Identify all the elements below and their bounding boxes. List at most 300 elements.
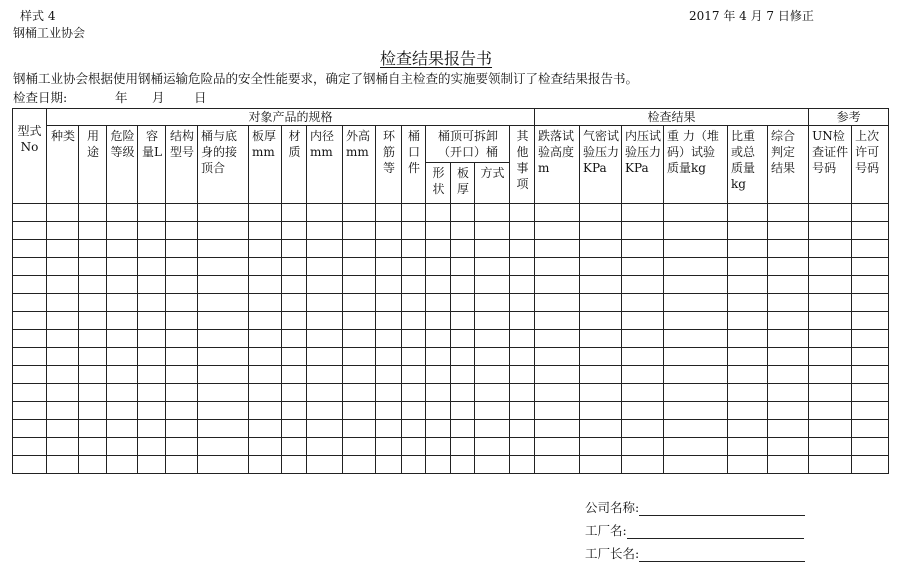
table-cell[interactable] [768, 420, 809, 438]
table-cell[interactable] [343, 366, 376, 384]
table-cell[interactable] [138, 384, 166, 402]
table-cell[interactable] [664, 330, 728, 348]
table-cell[interactable] [198, 366, 249, 384]
table-cell[interactable] [13, 330, 47, 348]
table-cell[interactable] [282, 294, 307, 312]
table-cell[interactable] [13, 258, 47, 276]
table-cell[interactable] [809, 258, 852, 276]
table-cell[interactable] [728, 276, 768, 294]
table-cell[interactable] [343, 384, 376, 402]
table-cell[interactable] [307, 420, 343, 438]
table-cell[interactable] [402, 456, 426, 474]
table-cell[interactable] [343, 222, 376, 240]
table-cell[interactable] [768, 456, 809, 474]
table-cell[interactable] [79, 456, 107, 474]
table-cell[interactable] [622, 222, 664, 240]
table-cell[interactable] [580, 222, 622, 240]
table-cell[interactable] [852, 348, 889, 366]
table-cell[interactable] [47, 420, 79, 438]
table-cell[interactable] [809, 204, 852, 222]
table-cell[interactable] [13, 456, 47, 474]
table-cell[interactable] [809, 276, 852, 294]
table-cell[interactable] [166, 294, 198, 312]
table-cell[interactable] [510, 312, 535, 330]
table-cell[interactable] [138, 276, 166, 294]
table-cell[interactable] [728, 204, 768, 222]
table-cell[interactable] [535, 438, 580, 456]
table-cell[interactable] [664, 366, 728, 384]
table-cell[interactable] [13, 420, 47, 438]
table-cell[interactable] [768, 348, 809, 366]
table-cell[interactable] [728, 438, 768, 456]
table-cell[interactable] [343, 330, 376, 348]
table-cell[interactable] [343, 240, 376, 258]
table-cell[interactable] [535, 222, 580, 240]
table-cell[interactable] [13, 312, 47, 330]
table-cell[interactable] [426, 312, 451, 330]
table-cell[interactable] [622, 240, 664, 258]
table-cell[interactable] [198, 438, 249, 456]
table-cell[interactable] [475, 312, 510, 330]
table-cell[interactable] [580, 420, 622, 438]
table-cell[interactable] [580, 366, 622, 384]
table-cell[interactable] [249, 222, 282, 240]
table-cell[interactable] [198, 276, 249, 294]
table-cell[interactable] [402, 204, 426, 222]
table-cell[interactable] [47, 438, 79, 456]
table-cell[interactable] [852, 204, 889, 222]
table-cell[interactable] [510, 348, 535, 366]
table-cell[interactable] [138, 240, 166, 258]
table-cell[interactable] [426, 420, 451, 438]
table-cell[interactable] [402, 384, 426, 402]
table-cell[interactable] [768, 402, 809, 420]
table-cell[interactable] [768, 312, 809, 330]
table-cell[interactable] [852, 456, 889, 474]
table-cell[interactable] [535, 276, 580, 294]
table-cell[interactable] [475, 402, 510, 420]
table-cell[interactable] [728, 294, 768, 312]
table-cell[interactable] [376, 438, 402, 456]
table-cell[interactable] [376, 240, 402, 258]
table-cell[interactable] [402, 402, 426, 420]
table-cell[interactable] [451, 330, 475, 348]
table-cell[interactable] [728, 258, 768, 276]
table-cell[interactable] [426, 294, 451, 312]
table-cell[interactable] [376, 276, 402, 294]
table-cell[interactable] [307, 438, 343, 456]
table-cell[interactable] [809, 330, 852, 348]
table-cell[interactable] [376, 222, 402, 240]
table-cell[interactable] [47, 222, 79, 240]
table-cell[interactable] [852, 294, 889, 312]
table-cell[interactable] [47, 204, 79, 222]
table-cell[interactable] [451, 312, 475, 330]
table-cell[interactable] [852, 258, 889, 276]
table-cell[interactable] [138, 456, 166, 474]
table-cell[interactable] [343, 204, 376, 222]
table-cell[interactable] [535, 348, 580, 366]
table-cell[interactable] [13, 222, 47, 240]
table-cell[interactable] [47, 240, 79, 258]
table-cell[interactable] [664, 312, 728, 330]
table-cell[interactable] [664, 276, 728, 294]
table-cell[interactable] [768, 204, 809, 222]
table-cell[interactable] [376, 312, 402, 330]
table-cell[interactable] [664, 258, 728, 276]
table-cell[interactable] [13, 204, 47, 222]
manager-line[interactable] [639, 547, 805, 562]
table-cell[interactable] [166, 438, 198, 456]
table-cell[interactable] [451, 438, 475, 456]
table-cell[interactable] [166, 240, 198, 258]
table-cell[interactable] [451, 384, 475, 402]
table-cell[interactable] [535, 456, 580, 474]
table-cell[interactable] [580, 384, 622, 402]
table-cell[interactable] [535, 294, 580, 312]
table-cell[interactable] [282, 258, 307, 276]
table-cell[interactable] [376, 456, 402, 474]
table-cell[interactable] [402, 366, 426, 384]
table-cell[interactable] [852, 420, 889, 438]
table-cell[interactable] [852, 312, 889, 330]
table-cell[interactable] [107, 312, 138, 330]
table-cell[interactable] [510, 384, 535, 402]
table-cell[interactable] [107, 438, 138, 456]
table-cell[interactable] [475, 276, 510, 294]
table-cell[interactable] [307, 222, 343, 240]
table-cell[interactable] [510, 294, 535, 312]
table-cell[interactable] [402, 438, 426, 456]
table-cell[interactable] [728, 384, 768, 402]
table-cell[interactable] [426, 222, 451, 240]
table-cell[interactable] [307, 456, 343, 474]
table-cell[interactable] [307, 240, 343, 258]
table-cell[interactable] [107, 384, 138, 402]
table-cell[interactable] [249, 258, 282, 276]
table-cell[interactable] [402, 348, 426, 366]
table-cell[interactable] [535, 330, 580, 348]
table-cell[interactable] [198, 204, 249, 222]
table-cell[interactable] [249, 420, 282, 438]
table-cell[interactable] [475, 258, 510, 276]
table-cell[interactable] [510, 420, 535, 438]
table-cell[interactable] [475, 420, 510, 438]
table-cell[interactable] [13, 402, 47, 420]
table-cell[interactable] [376, 258, 402, 276]
table-cell[interactable] [451, 348, 475, 366]
table-cell[interactable] [426, 204, 451, 222]
table-cell[interactable] [426, 330, 451, 348]
table-cell[interactable] [451, 258, 475, 276]
table-cell[interactable] [343, 456, 376, 474]
table-cell[interactable] [249, 330, 282, 348]
table-cell[interactable] [580, 276, 622, 294]
table-cell[interactable] [580, 258, 622, 276]
table-cell[interactable] [166, 366, 198, 384]
table-cell[interactable] [580, 204, 622, 222]
table-cell[interactable] [451, 204, 475, 222]
table-cell[interactable] [47, 366, 79, 384]
table-cell[interactable] [282, 222, 307, 240]
table-cell[interactable] [198, 402, 249, 420]
table-cell[interactable] [343, 258, 376, 276]
table-cell[interactable] [852, 222, 889, 240]
table-cell[interactable] [728, 366, 768, 384]
table-cell[interactable] [475, 294, 510, 312]
table-cell[interactable] [852, 366, 889, 384]
table-cell[interactable] [622, 258, 664, 276]
table-cell[interactable] [728, 402, 768, 420]
table-cell[interactable] [249, 366, 282, 384]
table-cell[interactable] [138, 330, 166, 348]
table-cell[interactable] [809, 312, 852, 330]
table-cell[interactable] [580, 456, 622, 474]
table-cell[interactable] [852, 330, 889, 348]
table-cell[interactable] [852, 240, 889, 258]
table-cell[interactable] [475, 240, 510, 258]
table-cell[interactable] [402, 330, 426, 348]
table-cell[interactable] [622, 294, 664, 312]
table-cell[interactable] [138, 222, 166, 240]
table-cell[interactable] [451, 456, 475, 474]
table-cell[interactable] [198, 258, 249, 276]
table-cell[interactable] [809, 294, 852, 312]
table-cell[interactable] [47, 330, 79, 348]
table-cell[interactable] [138, 402, 166, 420]
table-cell[interactable] [475, 438, 510, 456]
table-cell[interactable] [307, 348, 343, 366]
table-cell[interactable] [282, 240, 307, 258]
table-cell[interactable] [475, 384, 510, 402]
table-cell[interactable] [451, 366, 475, 384]
table-cell[interactable] [768, 258, 809, 276]
table-cell[interactable] [426, 348, 451, 366]
table-cell[interactable] [166, 276, 198, 294]
table-cell[interactable] [107, 294, 138, 312]
table-cell[interactable] [282, 384, 307, 402]
table-cell[interactable] [249, 312, 282, 330]
table-cell[interactable] [166, 258, 198, 276]
table-cell[interactable] [622, 438, 664, 456]
table-cell[interactable] [307, 294, 343, 312]
table-cell[interactable] [47, 348, 79, 366]
table-cell[interactable] [510, 330, 535, 348]
table-cell[interactable] [47, 276, 79, 294]
table-cell[interactable] [166, 204, 198, 222]
table-cell[interactable] [768, 384, 809, 402]
table-cell[interactable] [580, 330, 622, 348]
table-cell[interactable] [198, 348, 249, 366]
table-cell[interactable] [343, 438, 376, 456]
table-cell[interactable] [852, 402, 889, 420]
table-cell[interactable] [376, 330, 402, 348]
table-cell[interactable] [282, 330, 307, 348]
table-cell[interactable] [622, 366, 664, 384]
table-cell[interactable] [451, 402, 475, 420]
table-cell[interactable] [580, 438, 622, 456]
table-cell[interactable] [282, 312, 307, 330]
table-cell[interactable] [768, 222, 809, 240]
table-cell[interactable] [249, 402, 282, 420]
table-cell[interactable] [535, 240, 580, 258]
table-cell[interactable] [809, 420, 852, 438]
table-cell[interactable] [510, 438, 535, 456]
table-cell[interactable] [622, 330, 664, 348]
table-cell[interactable] [852, 384, 889, 402]
table-cell[interactable] [166, 420, 198, 438]
table-cell[interactable] [475, 366, 510, 384]
table-cell[interactable] [47, 312, 79, 330]
table-cell[interactable] [768, 330, 809, 348]
table-cell[interactable] [535, 312, 580, 330]
table-cell[interactable] [198, 222, 249, 240]
table-cell[interactable] [107, 222, 138, 240]
table-cell[interactable] [166, 330, 198, 348]
table-cell[interactable] [343, 276, 376, 294]
table-cell[interactable] [79, 402, 107, 420]
table-cell[interactable] [198, 312, 249, 330]
table-cell[interactable] [809, 402, 852, 420]
table-cell[interactable] [426, 402, 451, 420]
table-cell[interactable] [343, 294, 376, 312]
table-cell[interactable] [138, 438, 166, 456]
table-cell[interactable] [13, 348, 47, 366]
table-cell[interactable] [249, 276, 282, 294]
table-cell[interactable] [580, 312, 622, 330]
table-cell[interactable] [107, 330, 138, 348]
table-cell[interactable] [728, 420, 768, 438]
table-cell[interactable] [426, 258, 451, 276]
table-cell[interactable] [664, 438, 728, 456]
table-cell[interactable] [166, 384, 198, 402]
table-cell[interactable] [622, 384, 664, 402]
table-cell[interactable] [47, 456, 79, 474]
table-cell[interactable] [622, 276, 664, 294]
table-cell[interactable] [343, 420, 376, 438]
table-cell[interactable] [307, 276, 343, 294]
table-cell[interactable] [166, 312, 198, 330]
table-cell[interactable] [426, 456, 451, 474]
table-cell[interactable] [79, 276, 107, 294]
table-cell[interactable] [343, 348, 376, 366]
table-cell[interactable] [475, 348, 510, 366]
table-cell[interactable] [307, 258, 343, 276]
table-cell[interactable] [510, 222, 535, 240]
table-cell[interactable] [580, 240, 622, 258]
table-cell[interactable] [664, 222, 728, 240]
table-cell[interactable] [79, 420, 107, 438]
table-cell[interactable] [510, 276, 535, 294]
table-cell[interactable] [510, 240, 535, 258]
table-cell[interactable] [107, 258, 138, 276]
table-cell[interactable] [282, 204, 307, 222]
table-cell[interactable] [510, 366, 535, 384]
table-cell[interactable] [510, 402, 535, 420]
table-cell[interactable] [198, 294, 249, 312]
table-cell[interactable] [535, 258, 580, 276]
table-cell[interactable] [535, 420, 580, 438]
table-cell[interactable] [343, 402, 376, 420]
table-cell[interactable] [13, 276, 47, 294]
table-cell[interactable] [664, 456, 728, 474]
table-cell[interactable] [47, 294, 79, 312]
table-cell[interactable] [402, 258, 426, 276]
company-line[interactable] [639, 501, 805, 516]
table-cell[interactable] [768, 240, 809, 258]
table-cell[interactable] [664, 402, 728, 420]
table-cell[interactable] [13, 294, 47, 312]
table-cell[interactable] [107, 420, 138, 438]
table-cell[interactable] [809, 366, 852, 384]
table-cell[interactable] [198, 330, 249, 348]
table-cell[interactable] [138, 204, 166, 222]
table-cell[interactable] [622, 402, 664, 420]
table-cell[interactable] [580, 402, 622, 420]
table-cell[interactable] [107, 240, 138, 258]
table-cell[interactable] [809, 384, 852, 402]
table-cell[interactable] [282, 348, 307, 366]
table-cell[interactable] [198, 384, 249, 402]
table-cell[interactable] [664, 294, 728, 312]
table-cell[interactable] [79, 258, 107, 276]
table-cell[interactable] [307, 312, 343, 330]
table-cell[interactable] [809, 438, 852, 456]
table-cell[interactable] [79, 366, 107, 384]
table-cell[interactable] [475, 330, 510, 348]
table-cell[interactable] [402, 294, 426, 312]
table-cell[interactable] [47, 402, 79, 420]
table-cell[interactable] [809, 348, 852, 366]
table-cell[interactable] [282, 276, 307, 294]
table-cell[interactable] [768, 294, 809, 312]
table-cell[interactable] [402, 222, 426, 240]
table-cell[interactable] [307, 330, 343, 348]
table-cell[interactable] [768, 438, 809, 456]
table-cell[interactable] [249, 456, 282, 474]
table-cell[interactable] [376, 402, 402, 420]
table-cell[interactable] [13, 438, 47, 456]
table-cell[interactable] [475, 204, 510, 222]
table-cell[interactable] [282, 420, 307, 438]
table-cell[interactable] [107, 276, 138, 294]
table-cell[interactable] [166, 222, 198, 240]
table-cell[interactable] [282, 438, 307, 456]
table-cell[interactable] [426, 276, 451, 294]
table-cell[interactable] [402, 420, 426, 438]
table-cell[interactable] [282, 402, 307, 420]
table-cell[interactable] [79, 438, 107, 456]
table-cell[interactable] [138, 366, 166, 384]
table-cell[interactable] [768, 276, 809, 294]
table-cell[interactable] [107, 348, 138, 366]
table-cell[interactable] [451, 294, 475, 312]
table-cell[interactable] [426, 384, 451, 402]
table-cell[interactable] [249, 240, 282, 258]
table-cell[interactable] [402, 312, 426, 330]
table-cell[interactable] [307, 366, 343, 384]
table-cell[interactable] [138, 294, 166, 312]
table-cell[interactable] [249, 438, 282, 456]
table-cell[interactable] [622, 420, 664, 438]
table-cell[interactable] [79, 294, 107, 312]
table-cell[interactable] [79, 384, 107, 402]
table-cell[interactable] [107, 204, 138, 222]
table-cell[interactable] [79, 222, 107, 240]
table-cell[interactable] [138, 312, 166, 330]
table-cell[interactable] [138, 258, 166, 276]
table-cell[interactable] [510, 204, 535, 222]
